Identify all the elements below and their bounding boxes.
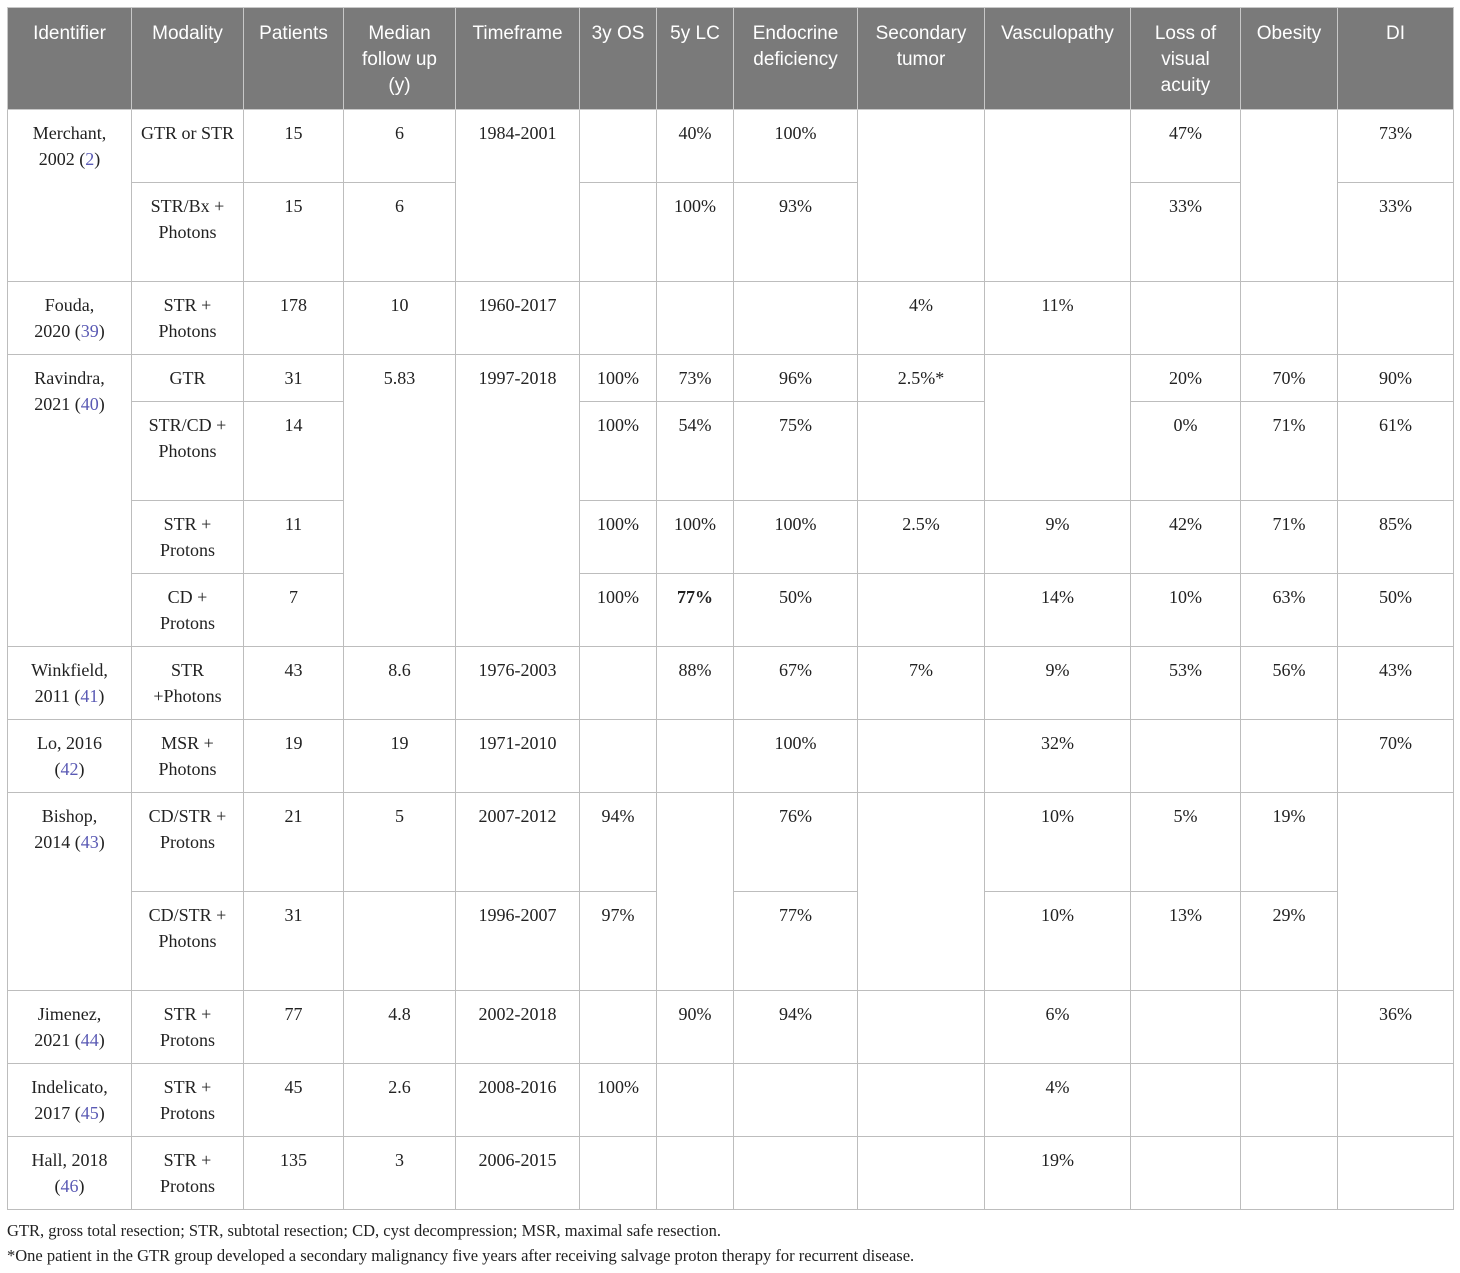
os3-cell: 100% — [580, 355, 657, 402]
di-cell: 50% — [1338, 574, 1454, 647]
os3-cell — [580, 647, 657, 720]
identifier-cell: Fouda, 2020 (39) — [8, 282, 132, 355]
col-header: Secondary tumor — [858, 8, 985, 110]
modality-cell: STR + Protons — [132, 991, 244, 1064]
secondary-cell — [858, 1064, 985, 1137]
endocrine-cell: 76% — [734, 793, 858, 892]
obesity-cell — [1241, 1064, 1338, 1137]
di-cell: 73% — [1338, 110, 1454, 183]
vasculopathy-cell: 14% — [985, 574, 1131, 647]
lc5-cell — [657, 720, 734, 793]
visual-cell — [1131, 1137, 1241, 1210]
modality-cell: STR + Protons — [132, 1137, 244, 1210]
endocrine-cell: 96% — [734, 355, 858, 402]
table-row — [8, 793, 1454, 892]
lc5-cell — [657, 1137, 734, 1210]
identifier-cell: Winkfield, 2011 (41) — [8, 647, 132, 720]
lc5-cell: 88% — [657, 647, 734, 720]
table-row — [8, 574, 1454, 647]
obesity-cell: 71% — [1241, 501, 1338, 574]
obesity-cell: 56% — [1241, 647, 1338, 720]
col-header: Loss of visual acuity — [1131, 8, 1241, 110]
patients-cell: 7 — [244, 574, 344, 647]
patients-cell: 178 — [244, 282, 344, 355]
modality-cell: CD + Protons — [132, 574, 244, 647]
reference-link[interactable]: 40 — [80, 394, 99, 414]
table-row — [8, 720, 1454, 793]
visual-cell — [1131, 991, 1241, 1064]
identifier-cell: Bishop, 2014 (43) — [8, 793, 132, 991]
vasculopathy-cell: 10% — [985, 892, 1131, 991]
abbreviations-note: GTR, gross total resection; STR, subtotal resection; CD, cyst decompression; MSR, maximal safe resection. — [7, 1221, 721, 1240]
os3-cell — [580, 282, 657, 355]
di-cell: 61% — [1338, 402, 1454, 501]
di-cell: 70% — [1338, 720, 1454, 793]
visual-cell: 42% — [1131, 501, 1241, 574]
vasculopathy-cell — [985, 110, 1131, 282]
endocrine-cell: 77% — [734, 892, 858, 991]
lc5-cell: 100% — [657, 183, 734, 282]
obesity-cell: 19% — [1241, 793, 1338, 892]
reference-link[interactable]: 41 — [80, 686, 99, 706]
identifier-cell: Ravindra, 2021 (40) — [8, 355, 132, 647]
os3-cell — [580, 720, 657, 793]
modality-cell: STR + Photons — [132, 282, 244, 355]
secondary-cell — [858, 1137, 985, 1210]
obesity-cell — [1241, 720, 1338, 793]
di-cell: 43% — [1338, 647, 1454, 720]
di-cell — [1338, 793, 1454, 991]
vasculopathy-cell: 6% — [985, 991, 1131, 1064]
os3-cell: 100% — [580, 1064, 657, 1137]
secondary-cell — [858, 991, 985, 1064]
di-cell: 90% — [1338, 355, 1454, 402]
endocrine-cell — [734, 282, 858, 355]
vasculopathy-cell: 11% — [985, 282, 1131, 355]
vasculopathy-cell: 10% — [985, 793, 1131, 892]
patients-cell: 135 — [244, 1137, 344, 1210]
asterisk-note: *One patient in the GTR group developed a secondary malignancy five years after receiving salvage proton therapy for recurrent disease. — [7, 1246, 915, 1265]
obesity-cell: 29% — [1241, 892, 1338, 991]
lc5-cell: 40% — [657, 110, 734, 183]
vasculopathy-cell: 19% — [985, 1137, 1131, 1210]
endocrine-cell: 75% — [734, 402, 858, 501]
obesity-cell: 71% — [1241, 402, 1338, 501]
visual-cell: 33% — [1131, 183, 1241, 282]
followup-cell: 5 — [344, 793, 456, 892]
patients-cell: 45 — [244, 1064, 344, 1137]
endocrine-cell: 50% — [734, 574, 858, 647]
results-table — [7, 7, 1454, 1210]
os3-cell — [580, 1137, 657, 1210]
followup-cell: 5.83 — [344, 355, 456, 647]
modality-cell: GTR or STR — [132, 110, 244, 183]
col-header: Endocrine deficiency — [734, 8, 858, 110]
secondary-cell: 2.5% — [858, 501, 985, 574]
modality-cell: STR + Protons — [132, 501, 244, 574]
os3-cell: 100% — [580, 402, 657, 501]
timeframe-cell: 2002-2018 — [456, 991, 580, 1064]
followup-cell: 2.6 — [344, 1064, 456, 1137]
visual-cell: 13% — [1131, 892, 1241, 991]
timeframe-cell: 1976-2003 — [456, 647, 580, 720]
timeframe-cell: 1996-2007 — [456, 892, 580, 991]
timeframe-cell: 2008-2016 — [456, 1064, 580, 1137]
endocrine-cell: 100% — [734, 501, 858, 574]
identifier-cell: Jimenez, 2021 (44) — [8, 991, 132, 1064]
os3-cell — [580, 110, 657, 183]
lc5-cell: 73% — [657, 355, 734, 402]
modality-cell: GTR — [132, 355, 244, 402]
visual-cell: 10% — [1131, 574, 1241, 647]
di-cell: 36% — [1338, 991, 1454, 1064]
table-row — [8, 282, 1454, 355]
table-row — [8, 1137, 1454, 1210]
col-header: DI — [1338, 8, 1454, 110]
col-header: Patients — [244, 8, 344, 110]
patients-cell: 31 — [244, 355, 344, 402]
visual-cell: 53% — [1131, 647, 1241, 720]
secondary-cell — [858, 793, 985, 991]
followup-cell: 10 — [344, 282, 456, 355]
patients-cell: 14 — [244, 402, 344, 501]
di-cell: 33% — [1338, 183, 1454, 282]
col-header: Vasculopathy — [985, 8, 1131, 110]
secondary-cell: 7% — [858, 647, 985, 720]
followup-cell: 6 — [344, 110, 456, 183]
reference-link[interactable]: 45 — [80, 1103, 99, 1123]
followup-cell: 6 — [344, 183, 456, 282]
col-header: Modality — [132, 8, 244, 110]
endocrine-cell: 67% — [734, 647, 858, 720]
timeframe-cell: 2007-2012 — [456, 793, 580, 892]
reference-link[interactable]: 42 — [60, 759, 79, 779]
endocrine-cell — [734, 1137, 858, 1210]
lc5-cell: 54% — [657, 402, 734, 501]
vasculopathy-cell — [985, 355, 1131, 501]
patients-cell: 15 — [244, 110, 344, 183]
reference-link[interactable]: 44 — [80, 1030, 99, 1050]
reference-link[interactable]: 46 — [60, 1176, 79, 1196]
di-cell — [1338, 282, 1454, 355]
patients-cell: 11 — [244, 501, 344, 574]
modality-cell: STR +Photons — [132, 647, 244, 720]
table-row — [8, 501, 1454, 574]
endocrine-cell — [734, 1064, 858, 1137]
modality-cell: MSR + Photons — [132, 720, 244, 793]
followup-cell: 8.6 — [344, 647, 456, 720]
os3-cell — [580, 183, 657, 282]
lc5-cell — [657, 282, 734, 355]
col-header: 3y OS — [580, 8, 657, 110]
obesity-cell — [1241, 282, 1338, 355]
di-cell — [1338, 1137, 1454, 1210]
di-cell — [1338, 1064, 1454, 1137]
table-row — [8, 1064, 1454, 1137]
secondary-cell — [858, 110, 985, 282]
col-header: Obesity — [1241, 8, 1338, 110]
timeframe-cell: 2006-2015 — [456, 1137, 580, 1210]
col-header: Identifier — [8, 8, 132, 110]
endocrine-cell: 100% — [734, 110, 858, 183]
identifier-cell: Hall, 2018 (46) — [8, 1137, 132, 1210]
lc5-cell — [657, 1064, 734, 1137]
timeframe-cell: 1997-2018 — [456, 355, 580, 647]
patients-cell: 19 — [244, 720, 344, 793]
timeframe-cell: 1960-2017 — [456, 282, 580, 355]
visual-cell — [1131, 1064, 1241, 1137]
vasculopathy-cell: 4% — [985, 1064, 1131, 1137]
obesity-cell: 70% — [1241, 355, 1338, 402]
endocrine-cell: 100% — [734, 720, 858, 793]
lc5-cell: 100% — [657, 501, 734, 574]
col-header: Timeframe — [456, 8, 580, 110]
endocrine-cell: 94% — [734, 991, 858, 1064]
modality-cell: CD/STR + Protons — [132, 793, 244, 892]
secondary-cell — [858, 720, 985, 793]
secondary-cell: 2.5%* — [858, 355, 985, 402]
table-row — [8, 355, 1454, 402]
endocrine-cell: 93% — [734, 183, 858, 282]
secondary-cell: 4% — [858, 282, 985, 355]
patients-cell: 21 — [244, 793, 344, 892]
patients-cell: 31 — [244, 892, 344, 991]
table-row — [8, 647, 1454, 720]
reference-link[interactable]: 39 — [80, 321, 99, 341]
os3-cell: 94% — [580, 793, 657, 892]
secondary-cell — [858, 574, 985, 647]
os3-cell: 100% — [580, 501, 657, 574]
vasculopathy-cell: 9% — [985, 647, 1131, 720]
identifier-cell: Merchant, 2002 (2) — [8, 110, 132, 282]
header-row — [8, 8, 1454, 110]
table-row — [8, 402, 1454, 501]
obesity-cell — [1241, 991, 1338, 1064]
obesity-cell — [1241, 110, 1338, 282]
patients-cell: 15 — [244, 183, 344, 282]
obesity-cell — [1241, 1137, 1338, 1210]
modality-cell: STR + Protons — [132, 1064, 244, 1137]
lc5-cell: 77% — [657, 574, 734, 647]
modality-cell: CD/STR + Photons — [132, 892, 244, 991]
followup-cell: 4.8 — [344, 991, 456, 1064]
modality-cell: STR/Bx + Photons — [132, 183, 244, 282]
table-row — [8, 991, 1454, 1064]
lc5-cell — [657, 793, 734, 991]
reference-link[interactable]: 43 — [80, 832, 99, 852]
visual-cell: 5% — [1131, 793, 1241, 892]
visual-cell: 20% — [1131, 355, 1241, 402]
visual-cell — [1131, 720, 1241, 793]
timeframe-cell: 1984-2001 — [456, 110, 580, 282]
reference-link[interactable]: 2 — [85, 149, 95, 169]
vasculopathy-cell: 9% — [985, 501, 1131, 574]
visual-cell — [1131, 282, 1241, 355]
col-header: 5y LC — [657, 8, 734, 110]
lc5-cell: 90% — [657, 991, 734, 1064]
col-header: Median follow up (y) — [344, 8, 456, 110]
modality-cell: STR/CD + Photons — [132, 402, 244, 501]
identifier-cell: Indelicato, 2017 (45) — [8, 1064, 132, 1137]
patients-cell: 43 — [244, 647, 344, 720]
followup-cell — [344, 892, 456, 991]
timeframe-cell: 1971-2010 — [456, 720, 580, 793]
identifier-cell: Lo, 2016 (42) — [8, 720, 132, 793]
visual-cell: 47% — [1131, 110, 1241, 183]
followup-cell: 3 — [344, 1137, 456, 1210]
di-cell: 85% — [1338, 501, 1454, 574]
secondary-cell — [858, 402, 985, 501]
os3-cell: 100% — [580, 574, 657, 647]
table-footnotes — [7, 1218, 914, 1268]
vasculopathy-cell: 32% — [985, 720, 1131, 793]
table-row — [8, 183, 1454, 282]
patients-cell: 77 — [244, 991, 344, 1064]
obesity-cell: 63% — [1241, 574, 1338, 647]
os3-cell: 97% — [580, 892, 657, 991]
os3-cell — [580, 991, 657, 1064]
table-row — [8, 110, 1454, 183]
followup-cell: 19 — [344, 720, 456, 793]
visual-cell: 0% — [1131, 402, 1241, 501]
